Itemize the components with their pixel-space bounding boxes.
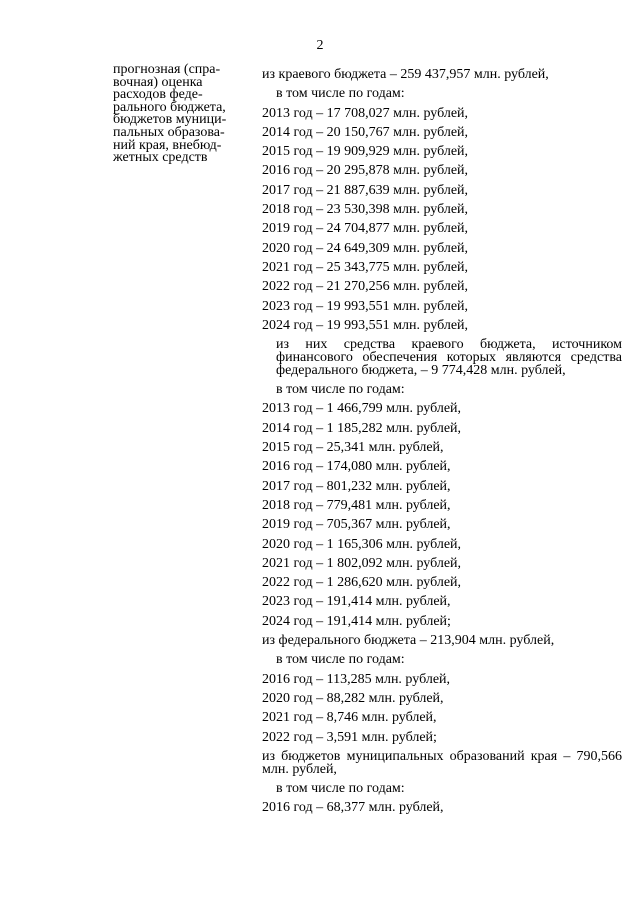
federal-year-line: 2022 год – 3,591 млн. рублей;	[262, 729, 437, 745]
federal-source-year-line: 2024 год – 191,414 млн. рублей;	[262, 613, 451, 629]
federal-year-line: 2016 год – 113,285 млн. рублей,	[262, 671, 451, 687]
regional-budget-total: из краевого бюджета – 259 437,957 млн. рублей,	[262, 67, 549, 82]
regional-year-line: 2023 год – 19 993,551 млн. рублей,	[262, 298, 469, 314]
federal-years-list	[262, 670, 622, 747]
federal-source-year-line: 2016 год – 174,080 млн. рублей,	[262, 459, 451, 475]
regional-year-line: 2017 год – 21 887,639 млн. рублей,	[262, 182, 469, 198]
federal-source-year-line: 2023 год – 191,414 млн. рублей,	[262, 594, 451, 610]
regional-years-list	[262, 104, 622, 336]
federal-source-year-line: 2022 год – 1 286,620 млн. рублей,	[262, 575, 462, 591]
regional-year-line: 2019 год – 24 704,877 млн. рублей,	[262, 221, 469, 237]
regional-by-years-label: в том числе по годам:	[276, 86, 405, 102]
federal-source-year-line: 2020 год – 1 165,306 млн. рублей,	[262, 536, 462, 552]
municipal-years-list	[262, 798, 622, 817]
funding-details	[262, 65, 622, 817]
regional-year-line: 2018 год – 23 530,398 млн. рублей,	[262, 202, 469, 218]
page-number: 2	[316, 38, 324, 53]
regional-year-line: 2024 год – 19 993,551 млн. рублей,	[262, 317, 469, 333]
federal-source-years-list	[262, 399, 622, 631]
federal-source-year-line: 2021 год – 1 802,092 млн. рублей,	[262, 555, 462, 571]
federal-source-year-line: 2014 год – 1 185,282 млн. рублей,	[262, 420, 462, 436]
federal-by-years-label: в том числе по годам:	[276, 652, 405, 668]
regional-year-line: 2016 год – 20 295,878 млн. рублей,	[262, 163, 469, 179]
regional-year-line: 2021 год – 25 343,775 млн. рублей,	[262, 259, 469, 275]
federal-source-year-line: 2019 год – 705,367 млн. рублей,	[262, 517, 451, 533]
municipal-year-line: 2016 год – 68,377 млн. рублей,	[262, 800, 444, 816]
funding-category-label: прогнозная (спра-вочная) оценка расходов феде-рального бюджета, бюджетов муници-пальных образова-ний края, внебюд-жетных средств	[113, 62, 227, 166]
federal-year-line: 2021 год – 8,746 млн. рублей,	[262, 710, 437, 726]
regional-year-line: 2015 год – 19 909,929 млн. рублей,	[262, 144, 469, 160]
federal-budget-total: из федерального бюджета – 213,904 млн. рублей,	[262, 633, 555, 649]
federal-source-year-line: 2017 год – 801,232 млн. рублей,	[262, 478, 451, 494]
regional-year-line: 2020 год – 24 649,309 млн. рублей,	[262, 240, 469, 256]
federal-source-year-line: 2018 год – 779,481 млн. рублей,	[262, 497, 451, 513]
federal-source-year-line: 2013 год – 1 466,799 млн. рублей,	[262, 401, 462, 417]
federal-source-by-years-label: в том числе по годам:	[276, 382, 405, 398]
federal-year-line: 2020 год – 88,282 млн. рублей,	[262, 690, 444, 706]
regional-year-line: 2013 год – 17 708,027 млн. рублей,	[262, 105, 469, 121]
municipal-by-years-label: в том числе по годам:	[276, 780, 405, 796]
federal-source-year-line: 2015 год – 25,341 млн. рублей,	[262, 440, 444, 456]
regional-year-line: 2022 год – 21 270,256 млн. рублей,	[262, 279, 469, 295]
municipal-budget-total: из бюджетов муниципальных образований края – 790,566 млн. рублей,	[262, 748, 622, 777]
federal-source-paragraph: из них средства краевого бюджета, источником финансового обеспечения которых являются средства федерального бюджета, – 9 774,428 млн. рублей,	[276, 337, 622, 379]
regional-year-line: 2014 год – 20 150,767 млн. рублей,	[262, 124, 469, 140]
